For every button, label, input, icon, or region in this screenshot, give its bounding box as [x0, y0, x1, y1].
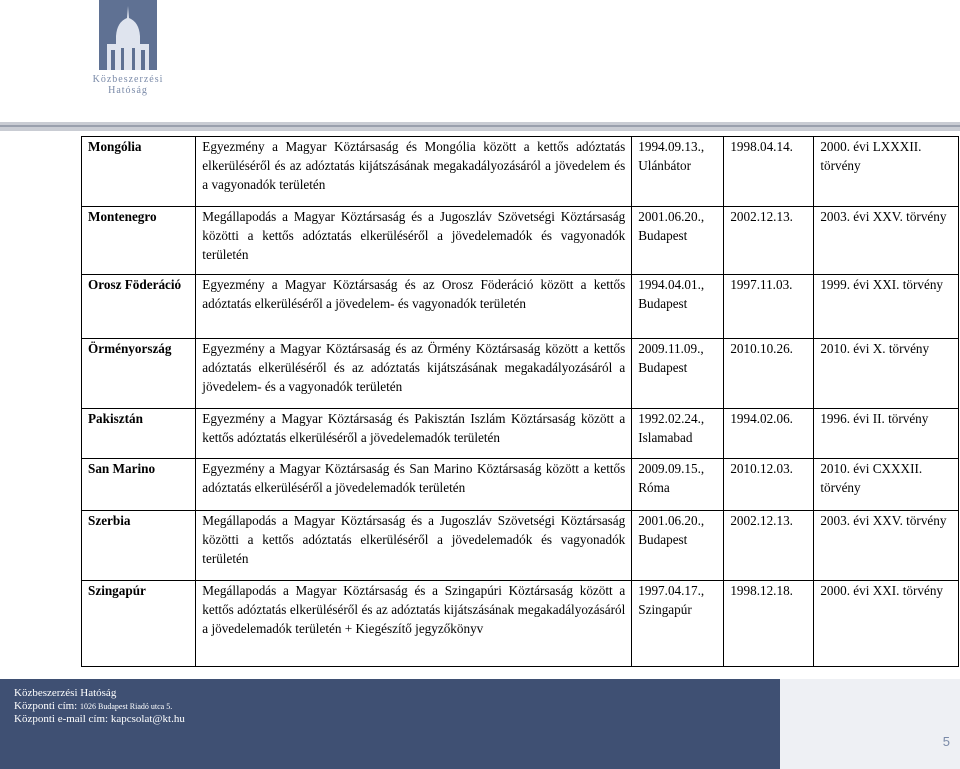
- signed-cell: 1992.02.24., Islamabad: [632, 409, 724, 459]
- country-cell: Orosz Föderáció: [82, 275, 196, 339]
- footer-address: [14, 700, 185, 713]
- law-cell: 2010. évi CXXXII. törvény: [814, 459, 959, 511]
- law-cell: 2000. évi LXXXII. törvény: [814, 137, 959, 207]
- logo-text-line1: Közbeszerzési: [92, 74, 164, 85]
- signed-cell: 2009.09.15., Róma: [632, 459, 724, 511]
- table-row: [82, 137, 959, 207]
- signed-cell: 1994.04.01., Budapest: [632, 275, 724, 339]
- effective-cell: 2010.12.03.: [724, 459, 814, 511]
- footer-right-panel: [780, 679, 960, 769]
- law-cell: 2010. évi X. törvény: [814, 339, 959, 409]
- effective-cell: 1994.02.06.: [724, 409, 814, 459]
- table-row: [82, 339, 959, 409]
- signed-cell: 2001.06.20., Budapest: [632, 511, 724, 581]
- description-cell: Egyezmény a Magyar Köztársaság és San Marino Köztársaság között a kettős adóztatás elkerüléséről a jövedelemadók területén: [196, 459, 632, 511]
- parliament-dome-icon: [99, 0, 157, 70]
- footer-org: Közbeszerzési Hatóság: [14, 687, 117, 699]
- law-cell: 2000. évi XXI. törvény: [814, 581, 959, 667]
- signed-cell: 2001.06.20., Budapest: [632, 207, 724, 275]
- law-cell: 2003. évi XXV. törvény: [814, 207, 959, 275]
- footer-email: [14, 713, 185, 726]
- country-cell: Szerbia: [82, 511, 196, 581]
- footer-address-value: 1026 Budapest Riadó utca 5.: [80, 702, 173, 711]
- description-cell: Egyezmény a Magyar Köztársaság és Mongólia között a kettős adóztatás elkerüléséről és az adóztatás kijátszásának megakadályozásáról a jövedelem és a vagyonadók területén: [196, 137, 632, 207]
- law-cell: 2003. évi XXV. törvény: [814, 511, 959, 581]
- effective-cell: 1997.11.03.: [724, 275, 814, 339]
- footer-email-value[interactable]: kapcsolat@kt.hu: [110, 713, 185, 725]
- description-cell: Megállapodás a Magyar Köztársaság és a Jugoszláv Szövetségi Köztársaság közötti a kettős adóztatás elkerüléséről a jövedelemadók és vagyonadók területén: [196, 207, 632, 275]
- law-cell: 1999. évi XXI. törvény: [814, 275, 959, 339]
- country-cell: San Marino: [82, 459, 196, 511]
- table-row: [82, 581, 959, 667]
- logo-text-line2: Hatóság: [108, 85, 148, 96]
- signed-cell: 1997.04.17., Szingapúr: [632, 581, 724, 667]
- footer-contact: [14, 687, 185, 726]
- country-cell: Örményország: [82, 339, 196, 409]
- footer: [0, 679, 780, 769]
- table-row: [82, 511, 959, 581]
- table-row: [82, 275, 959, 339]
- table-row: [82, 409, 959, 459]
- signed-cell: 2009.11.09., Budapest: [632, 339, 724, 409]
- description-cell: Egyezmény a Magyar Köztársaság és az Orosz Föderáció között a kettős adóztatás elkerüléséről a jövedelem- és vagyonadók területén: [196, 275, 632, 339]
- logo: [92, 0, 164, 106]
- page-number: 5: [942, 734, 950, 749]
- table-row: [82, 459, 959, 511]
- table-row: [82, 207, 959, 275]
- country-cell: Pakisztán: [82, 409, 196, 459]
- effective-cell: 2010.10.26.: [724, 339, 814, 409]
- footer-email-label: Központi e-mail cím:: [14, 713, 109, 725]
- description-cell: Egyezmény a Magyar Köztársaság és Pakisztán Iszlám Köztársaság között a kettős adóztatás elkerüléséről a jövedelemadók területén: [196, 409, 632, 459]
- effective-cell: 2002.12.13.: [724, 207, 814, 275]
- country-cell: Mongólia: [82, 137, 196, 207]
- signed-cell: 1994.09.13., Ulánbátor: [632, 137, 724, 207]
- effective-cell: 2002.12.13.: [724, 511, 814, 581]
- description-cell: Megállapodás a Magyar Köztársaság és a Szingapúri Köztársaság között a kettős adóztatás elkerüléséről és az adóztatás kijátszásának megakadályozásáról a jövedelemadók területén + Kiegészítő jegyzőkönyv: [196, 581, 632, 667]
- treaty-table: [81, 136, 959, 667]
- country-cell: Montenegro: [82, 207, 196, 275]
- law-cell: 1996. évi II. törvény: [814, 409, 959, 459]
- header-divider: [0, 122, 960, 131]
- effective-cell: 1998.12.18.: [724, 581, 814, 667]
- description-cell: Egyezmény a Magyar Köztársaság és az Örmény Köztársaság között a kettős adóztatás elkerüléséről és az adóztatás kijátszásának megakadályozásáról a jövedelem- és a vagyonadók területén: [196, 339, 632, 409]
- country-cell: Szingapúr: [82, 581, 196, 667]
- description-cell: Megállapodás a Magyar Köztársaság és a Jugoszláv Szövetségi Köztársaság közötti a kettős adóztatás elkerüléséről a jövedelemadók és vagyonadók területén: [196, 511, 632, 581]
- footer-address-label: Központi cím:: [14, 700, 78, 712]
- effective-cell: 1998.04.14.: [724, 137, 814, 207]
